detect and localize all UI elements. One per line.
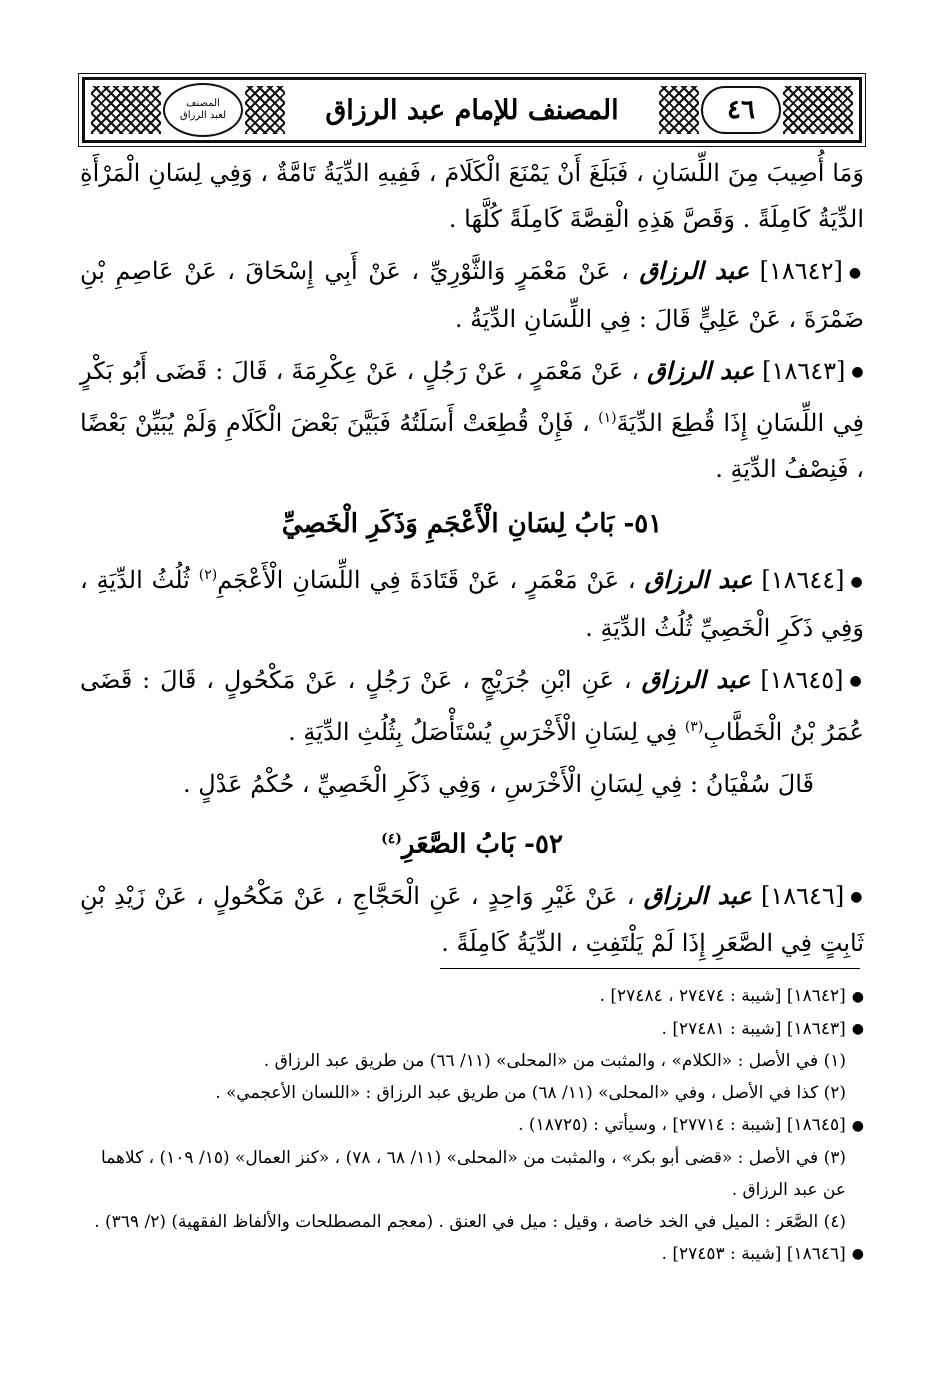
footnote-marker: (٣) [684, 719, 704, 735]
footnote-marker: (٤) [381, 831, 402, 847]
entry-text: ، عَنْ مَعْمَرٍ ، عَنْ رَجُلٍ ، عَنْ عِكْرِمَةَ ، قَالَ : قَضَى أَبُو بَكْرٍ فِي اللِّسَانِ إِذَا قُطِعَ الدِّيَةَ [80, 356, 864, 437]
footnote-1: (١) في الأصل : «الكلام» ، والمثبت من «المحلى» (١١/ ٦٦) من طريق عبد الرزاق . [263, 1051, 846, 1071]
entry-text-cont: ثُلُثُ الدِّيَةِ ، وَفِي ذَكَرِ الْخَصِيِّ ثُلُثُ الدِّيَةِ . [80, 566, 864, 642]
footnote-text: [١٨٦٤٢] [شيبة : ٢٧٤٧٤ ، ٢٧٤٨٤] . [599, 986, 846, 1006]
chapter-heading-51: ٥١- بَابُ لِسَانِ الْأَعْجَمِ وَذَكَرِ الْخَصِيِّ [281, 509, 663, 539]
narrator-name: عبد الرزاق [644, 565, 753, 594]
footnote-source-18643 [80, 1013, 864, 1046]
hadith-entry-18645 [80, 657, 864, 756]
entry-number: [١٨٦٤٢] [759, 257, 843, 285]
entry-number: [١٨٦٤٥] [760, 665, 844, 694]
entry-number: [١٨٦٤٤] [761, 566, 845, 594]
paragraph-continuation: وَمَا أُصِيبَ مِنَ اللِّسَانِ ، فَبَلَغَ أَنْ يَمْنَعَ الْكَلَامَ ، فَفِيهِ الدِّيَةُ تَامَّةٌ ، وَفِي لِسَانِ الْمَرْأَةِ الدِّيَةُ كَامِلَةً . وَقَصَّ هَذِهِ الْقِصَّةَ كَامِلَةً كُلَّهَا . [80, 159, 864, 233]
entry-text-cont: فِي لِسَانِ الْأَخْرَسِ يُسْتَأْصَلُ بِثُلُثِ الدِّيَةِ . [288, 718, 678, 746]
bullet-icon: ● [851, 1117, 864, 1134]
entry-text: ، عَنِ ابْنِ جُرَيْجٍ ، عَنْ رَجُلٍ ، عَنْ مَكْحُولٍ ، قَالَ : قَضَى عُمَرُ بْنُ الْخَطَّابِ [80, 665, 864, 746]
page-header [82, 77, 862, 143]
running-title: المصنف للإمام عبد الرزاق [325, 94, 619, 126]
bullet-icon: ● [851, 364, 864, 380]
ornament-right-outer [783, 86, 853, 134]
entry-text-cont: ، فَإِنْ قُطِعَتْ أَسَلَتُهُ فَبَيَّنَ بَعْضَ الْكَلَامِ وَلَمْ يُبَيِّنْ بَعْضًا ، فَنِصْفُ الدِّيَةِ . [80, 409, 864, 483]
chapter-heading-52-text: ٥٢- بَابُ الصَّعَرِ [401, 829, 563, 860]
chapter-heading-52 [80, 813, 864, 871]
footnote-2: (٢) كذا في الأصل ، وفي «المحلى» (١١/ ٦٨) من طريق عبد الرزاق : «اللسان الأعجمي» . [215, 1083, 846, 1103]
ornament-right-inner [659, 86, 699, 134]
seal-line-2: لعبد الرزاق [179, 110, 227, 121]
seal-line-1: المصنف [186, 98, 220, 109]
narrator-name: عبد الرزاق [641, 664, 751, 694]
footnote-text: [١٨٦٤٥] [شيبة : ٢٧٧١٤] ، وسيأتي : (١٨٧٢٥) . [518, 1115, 846, 1135]
bullet-icon: ● [848, 264, 864, 281]
footnote-marker: (١) [598, 410, 617, 426]
footnote-source-18646 [80, 1238, 864, 1271]
footnote-source-18645 [80, 1109, 864, 1142]
entry-text: ، عَنْ مَعْمَرٍ ، عَنْ قَتَادَةَ فِي اللِّسَانِ الْأَعْجَمِ [217, 566, 636, 594]
footnote-4: (٤) الصَّعَر : الميل في الخد خاصة ، وقيل : ميل في العنق . (معجم المصطلحات والألفاظ الفقهية) (٢/ ٣٦٩) . [94, 1211, 846, 1232]
entry-text: ، عَنْ غَيْرِ وَاحِدٍ ، عَنِ الْحَجَّاجِ ، عَنْ مَكْحُولٍ ، عَنْ زَيْدِ بْنِ ثَابِتٍ فِي الصَّعَرِ إِذَا لَمْ يَلْتَفِتِ ، الدِّيَةُ كَامِلَةً . [80, 881, 864, 958]
hadith-entry-18644 [80, 552, 864, 651]
bullet-icon: ● [851, 1246, 864, 1262]
ornament-left-inner [245, 86, 285, 134]
footnote-source-18642 [80, 980, 864, 1013]
bullet-icon: ● [851, 1021, 864, 1037]
page-number: ٤٦ [727, 95, 755, 125]
bullet-icon: ● [851, 988, 864, 1005]
bullet-icon: ● [850, 889, 864, 906]
narrator-name: عبد الرزاق [639, 256, 750, 285]
footnotes [80, 980, 864, 1270]
footnote-text: [١٨٦٤٦] [شيبة : ٢٧٤٥٣] . [661, 1243, 846, 1264]
narrator-name: عبد الرزاق [643, 880, 752, 910]
entry-number: [١٨٦٤٦] [761, 881, 845, 910]
bullet-icon: ● [849, 673, 864, 689]
hadith-entry-18646 [80, 873, 864, 967]
ornament-left-outer [91, 86, 161, 134]
entry-text: ، عَنْ مَعْمَرٍ وَالثَّوْرِيِّ ، عَنْ أَبِي إِسْحَاقَ ، عَنْ عَاصِمِ بْنِ ضَمْرَةَ ، عَنْ عَلِيٍّ قَالَ : فِي اللِّسَانِ الدِّيَةُ . [80, 257, 864, 333]
narrator-name: عبد الرزاق [647, 355, 755, 385]
footnote-3: (٣) في الأصل : «قضى أبو بكر» ، والمثبت من «المحلى» (١١/ ٦٨ ، ٧٨) ، «كنز العمال» (١٥/ ١٠٩) ، كلاهما عن عبد الرزاق . [101, 1147, 846, 1200]
hadith-entry-18643 [80, 348, 864, 493]
footnote-divider [440, 968, 860, 969]
main-text [80, 150, 864, 972]
entry-number: [١٨٦٤٣] [762, 356, 846, 385]
page-number-frame [701, 86, 781, 134]
sufyan-comment: قَالَ سُفْيَانُ : فِي لِسَانِ الْأَخْرَسِ ، وَفِي ذَكَرِ الْخَصِيِّ ، حُكْمُ عَدْلٍ . [182, 770, 814, 798]
footnote-marker: (٢) [198, 567, 218, 583]
bullet-icon: ● [850, 573, 864, 590]
hadith-entry-18642 [80, 248, 864, 342]
footnote-text: [١٨٦٤٣] [شيبة : ٢٧٤٨١] . [661, 1018, 846, 1039]
book-seal-logo [163, 83, 243, 137]
